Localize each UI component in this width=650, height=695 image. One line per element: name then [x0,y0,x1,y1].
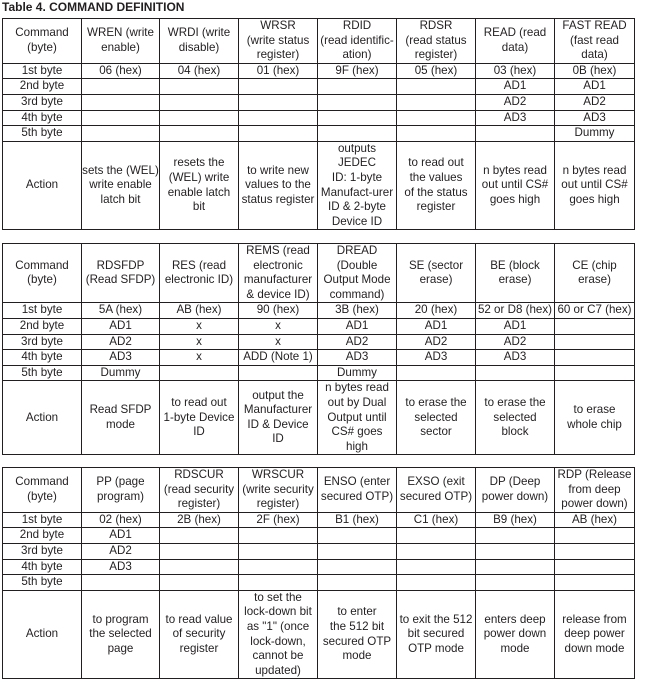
table-cell [318,575,397,591]
table-cell [318,79,397,95]
header-cell: READ (read data) [476,19,555,64]
table-row [3,365,635,381]
table-cell [82,575,160,591]
table-row [3,94,635,110]
table-cell: 2F (hex) [239,512,318,528]
table-cell: x [160,318,239,334]
table-cell [82,110,160,126]
table-cell [397,575,476,591]
table-cell [397,365,476,381]
row-label-cell: 4th byte [3,350,82,366]
header-cell: DP (Deep power down) [476,468,555,513]
table-cell [476,528,555,544]
header-cell: SE (sector erase) [397,244,476,303]
table-cell [318,126,397,142]
row-label-cell: 5th byte [3,126,82,142]
table-cell [82,79,160,95]
table-cell: 60 or C7 (hex) [555,303,635,319]
header-cell: WRSCUR (write security register) [239,468,318,513]
row-label-cell: 3rd byte [3,94,82,110]
row-label-cell: Command (byte) [3,468,82,513]
table-row [3,334,635,350]
row-label-cell: 5th byte [3,575,82,591]
row-label-cell: 3rd byte [3,334,82,350]
table-row [3,512,635,528]
row-label-cell: 1st byte [3,512,82,528]
table-cell [239,110,318,126]
table-cell [476,126,555,142]
table-cell: 06 (hex) [82,63,160,79]
header-cell: CE (chip erase) [555,244,635,303]
table-row [3,303,635,319]
action-cell: to read value of security register [160,590,239,679]
table-cell [476,543,555,559]
table-cell: AD2 [555,94,635,110]
action-cell: to erase the selected block [476,381,555,455]
row-label-cell: Command (byte) [3,19,82,64]
action-cell: release from deep power down mode [555,590,635,679]
table-cell [160,365,239,381]
header-cell: PP (page program) [82,468,160,513]
action-row [3,381,635,455]
header-cell: REMS (read electronic manufacturer & device ID) [239,244,318,303]
table-cell [318,110,397,126]
header-row [3,244,635,303]
table-cell: x [160,334,239,350]
header-cell: ENSO (enter secured OTP) [318,468,397,513]
table-cell [239,575,318,591]
action-cell: to write new values to the status register [239,141,318,230]
action-cell: to read out the values of the status register [397,141,476,230]
table-cell: AD2 [318,334,397,350]
action-row [3,590,635,679]
table-cell: AD2 [476,334,555,350]
row-label-cell: 1st byte [3,63,82,79]
table-cell [318,94,397,110]
table-cell [160,126,239,142]
header-cell: RES (read electronic ID) [160,244,239,303]
table-cell [82,126,160,142]
table-cell [476,575,555,591]
action-cell: sets the (WEL) write enable latch bit [82,141,160,230]
table-cell [318,559,397,575]
table-cell: 01 (hex) [239,63,318,79]
header-cell: RDID (read identific- ation) [318,19,397,64]
header-cell: RDSCUR (read security register) [160,468,239,513]
table-cell: 05 (hex) [397,63,476,79]
row-label-cell: 5th byte [3,365,82,381]
table-cell [397,94,476,110]
table-cell: AD1 [476,318,555,334]
table-cell: AD3 [318,350,397,366]
table-cell: 04 (hex) [160,63,239,79]
table-cell [555,543,635,559]
table-cell: AD1 [397,318,476,334]
table-cell: x [239,334,318,350]
table-row [3,559,635,575]
header-cell: DREAD (Double Output Mode command) [318,244,397,303]
action-cell: to erase the selected sector [397,381,476,455]
row-label-cell: 2nd byte [3,318,82,334]
table-cell [160,559,239,575]
table-cell: AD1 [82,528,160,544]
table-cell: AD2 [82,334,160,350]
table-cell [397,559,476,575]
table-cell [239,543,318,559]
header-cell: EXSO (exit secured OTP) [397,468,476,513]
table-cell [555,350,635,366]
table-row [3,575,635,591]
row-label-cell: 4th byte [3,559,82,575]
row-label-cell: Command (byte) [3,244,82,303]
table-cell: 03 (hex) [476,63,555,79]
table-cell [555,575,635,591]
table-cell: 20 (hex) [397,303,476,319]
table-row [3,543,635,559]
table-cell: AD3 [476,350,555,366]
table-cell: 5A (hex) [82,303,160,319]
table-cell: B1 (hex) [318,512,397,528]
action-row [3,141,635,230]
table-cell: 02 (hex) [82,512,160,528]
table-cell [397,528,476,544]
row-label-cell: 4th byte [3,110,82,126]
table-title: Table 4. COMMAND DEFINITION [2,0,185,14]
table-cell: 52 or D8 (hex) [476,303,555,319]
table-cell [82,94,160,110]
table-row [3,318,635,334]
action-cell: to erase whole chip [555,381,635,455]
table-row [3,126,635,142]
table-cell [555,528,635,544]
action-cell: Read SFDP mode [82,381,160,455]
header-cell: RDSFDP (Read SFDP) [82,244,160,303]
table-cell: AD3 [82,350,160,366]
header-cell: WRDI (write disable) [160,19,239,64]
row-label-cell: 3rd byte [3,543,82,559]
table-row [3,528,635,544]
table-cell [318,543,397,559]
action-cell: to program the selected page [82,590,160,679]
table-cell [239,528,318,544]
table-cell [397,543,476,559]
table-cell [397,79,476,95]
action-cell: to read out 1-byte Device ID [160,381,239,455]
table-cell: 3B (hex) [318,303,397,319]
header-cell: FAST READ (fast read data) [555,19,635,64]
header-cell: WRSR (write status register) [239,19,318,64]
table-cell: B9 (hex) [476,512,555,528]
table-cell [239,365,318,381]
table-cell: C1 (hex) [397,512,476,528]
table-cell [397,110,476,126]
row-label-cell: 1st byte [3,303,82,319]
row-label-cell: 2nd byte [3,79,82,95]
action-cell: n bytes read out until CS# goes high [555,141,635,230]
table-row [3,110,635,126]
command-table-1 [2,18,635,230]
table-cell: AD1 [476,79,555,95]
table-cell: AD1 [82,318,160,334]
table-cell: Dummy [82,365,160,381]
table-cell: AB (hex) [555,512,635,528]
table-cell [160,575,239,591]
command-table-3 [2,467,635,679]
table-cell [555,365,635,381]
table-cell [239,126,318,142]
table-cell [239,94,318,110]
table-cell: AD2 [476,94,555,110]
header-row [3,468,635,513]
table-cell: 9F (hex) [318,63,397,79]
row-label-cell: 2nd byte [3,528,82,544]
table-cell [160,79,239,95]
table-cell [397,126,476,142]
table-cell [239,559,318,575]
table-cell [476,365,555,381]
table-cell: AD1 [555,79,635,95]
table-cell: Dummy [555,126,635,142]
action-cell: to exit the 512 bit secured OTP mode [397,590,476,679]
table-cell [555,559,635,575]
action-cell: n bytes read out until CS# goes high [476,141,555,230]
table-cell: ADD (Note 1) [239,350,318,366]
table-cell: AD2 [82,543,160,559]
row-label-cell: Action [3,590,82,679]
table-cell: AD3 [476,110,555,126]
table-cell [555,318,635,334]
table-cell: AD3 [555,110,635,126]
table-cell: AD1 [318,318,397,334]
table-row [3,63,635,79]
row-label-cell: Action [3,381,82,455]
table-cell [318,528,397,544]
table-cell [160,94,239,110]
table-cell: 90 (hex) [239,303,318,319]
header-cell: RDP (Release from deep power down) [555,468,635,513]
table-cell: 2B (hex) [160,512,239,528]
table-cell: AB (hex) [160,303,239,319]
table-cell [160,543,239,559]
table-cell [476,559,555,575]
table-cell: AD3 [82,559,160,575]
table-cell: AD2 [397,334,476,350]
table-cell [239,79,318,95]
header-cell: BE (block erase) [476,244,555,303]
table-cell [160,528,239,544]
command-table-2 [2,243,635,455]
table-cell [160,110,239,126]
header-row [3,19,635,64]
table-cell: AD3 [397,350,476,366]
action-cell: to set the lock-down bit as "1" (once lock-down, cannot be updated) [239,590,318,679]
table-row [3,350,635,366]
action-cell: to enter the 512 bit secured OTP mode [318,590,397,679]
action-cell: outputs JEDEC ID: 1-byte Manufact-urer ID & 2-byte Device ID [318,141,397,230]
row-label-cell: Action [3,141,82,230]
action-cell: resets the (WEL) write enable latch bit [160,141,239,230]
table-row [3,79,635,95]
table-cell: 0B (hex) [555,63,635,79]
table-cell: x [160,350,239,366]
action-cell: n bytes read out by Dual Output until CS# goes high [318,381,397,455]
header-cell: WREN (write enable) [82,19,160,64]
action-cell: enters deep power down mode [476,590,555,679]
table-cell: x [239,318,318,334]
header-cell: RDSR (read status register) [397,19,476,64]
table-cell [555,334,635,350]
table-cell: Dummy [318,365,397,381]
action-cell: output the Manufacturer ID & Device ID [239,381,318,455]
